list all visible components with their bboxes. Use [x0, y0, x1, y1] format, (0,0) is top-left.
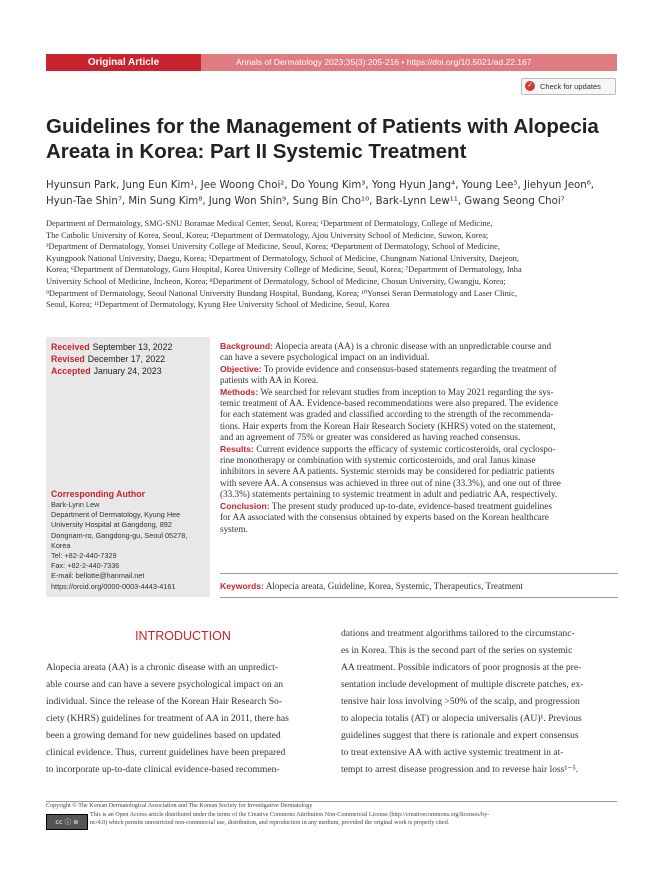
body-line: been a growing demand for new guidelines based on updated [46, 730, 281, 741]
received-date: Received September 13, 2022 [51, 342, 173, 352]
copyright-line: Copyright © The Korean Dermatological Association and The Korean Society for Investigative Dermatology [46, 803, 313, 809]
abstract-line: for each statement was graded and classified according to the strength of the recommenda- [220, 409, 554, 420]
corresponding-author-heading: Corresponding Author [51, 489, 145, 499]
cc-license-badge[interactable]: cc ⓘ ⊜ [46, 814, 88, 830]
abstract-line: system. [220, 523, 248, 534]
body-line: guidelines suggest that there is rationale and expert consensus [341, 730, 579, 741]
results-label: Results: [220, 443, 254, 454]
abstract-line: patients with AA in Korea. [220, 375, 319, 386]
corresponding-author [51, 488, 187, 592]
body-line: to incorporate up-to-date clinical evidence-based recommen- [46, 764, 280, 775]
email-link[interactable]: E-mail: bellotte@hanmail.net [51, 571, 145, 581]
abstract-line: with severe AA. A consensus was achieved in three out of nine (33.3%), and one out of three [220, 477, 561, 488]
keywords [220, 581, 618, 592]
author-line: Hyunsun Park, Jung Eun Kim¹, Jee Woong Choi², Do Young Kim³, Yong Hyun Jang⁴, Young Lee⁵, Jiehyun Jeon⁶, [46, 180, 595, 191]
check-for-updates-button[interactable] [521, 78, 616, 95]
abstract-divider [220, 573, 618, 574]
body-line: tempt to arrest disease progression and to reverse hair loss¹⁻⁵. [341, 764, 579, 775]
author-name: Bark-Lynn Lew [51, 500, 100, 509]
keywords-value: Alopecia areata, Guideline, Korea, Systemic, Therapeutics, Treatment [265, 581, 523, 591]
introduction-heading: INTRODUCTION [135, 629, 231, 643]
body-line: dations and treatment algorithms tailored to the circumstanc- [341, 628, 575, 639]
journal-banner [46, 54, 617, 71]
introduction-left-column [46, 659, 289, 778]
affiliation-line: Seoul, Korea; ¹¹Department of Dermatology, Kyung Hee University School of Medicine, Seoul, Korea [46, 300, 390, 310]
body-line: ciety (KHRS) guidelines for treatment of AA in 2011, there has [46, 713, 289, 724]
license-line: This is an Open Access article distributed under the terms of the Creative Commons Attribution Non-Commercial License (http://creativecommons.org/licenses/by- [90, 811, 490, 818]
title-line: Areata in Korea: Part II Systemic Treatment [46, 140, 467, 163]
article-title [46, 114, 626, 164]
body-line: sentation include development of multiple discrete patches, ex- [341, 679, 584, 690]
address-line: Korea [51, 540, 71, 550]
author-line: Hyun-Tae Shin⁷, Min Sung Kim⁸, Jung Won Shin⁹, Sung Bin Cho¹⁰, Bark-Lynn Lew¹¹, Gwang Seong Choi⁷ [46, 196, 565, 207]
keywords-divider [220, 597, 618, 598]
author-list [46, 178, 594, 210]
body-line: individual. Since the release of the Korean Hair Research So- [46, 696, 283, 707]
affiliation-line: Kyungpook National University, Daegu, Korea; ⁵Department of Dermatology, School of Medicine, Chungnam National University, Daejeon, [46, 253, 519, 263]
abstract-line: can have a severe psychological impact on an individual. [220, 352, 430, 363]
revised-date: Revised December 17, 2022 [51, 354, 166, 364]
body-line: to alopecia totalis (AT) or alopecia universalis (AU)¹. Previous [341, 713, 582, 724]
body-line: es in Korea. This is the second part of the series on systemic [341, 645, 573, 656]
affiliations [46, 218, 522, 311]
address-line: Dongnam-ro, Gangdong-gu, Seoul 05278, [51, 530, 188, 540]
abstract-line: (33.3%) statements pertaining to systemic treatment in adult and pediatric AA, respectively. [220, 489, 558, 500]
address-line: Department of Dermatology, Kyung Hee [51, 510, 181, 520]
article-dates [51, 341, 172, 377]
affiliation-line: ³Department of Dermatology, Yonsei University College of Medicine, Seoul, Korea; ⁴Department of Dermatology, School of Medicine, [46, 242, 500, 252]
article-type-tag: Original Article [46, 54, 201, 71]
affiliation-line: Korea; ⁶Department of Dermatology, Guro Hospital, Korea University College of Medicine, Seoul, Korea; ⁷Department of Dermatology, Inha [46, 265, 522, 275]
conclusion-label: Conclusion: [220, 500, 270, 511]
abstract-line: for AA associated with the consensus obtained by experts based on the Korean healthcare [220, 512, 549, 523]
abstract-line: Results: Current evidence supports the efficacy of systemic corticosteroids, oral cyclospo- [220, 443, 556, 454]
body-line: tensive hair loss involving >50% of the scalp, and progression [341, 696, 580, 707]
keywords-label: Keywords: [220, 581, 264, 591]
affiliation-line: University School of Medicine, Incheon, Korea; ⁸Department of Dermatology, School of Medicine, Chosun University, Gwangju, Korea; [46, 276, 506, 286]
copyright-footer [46, 801, 617, 828]
affiliation-line: Department of Dermatology, SMG-SNU Boramae Medical Center, Seoul, Korea; ¹Department of Dermatology, College of Medicine, [46, 219, 493, 228]
objective-label: Objective: [220, 363, 262, 374]
phone: Tel: +82-2-440-7329 [51, 551, 117, 561]
abstract-line: Conclusion: The present study produced up-to-date, evidence-based treatment guidelines [220, 500, 552, 511]
affiliation-line: ⁹Department of Dermatology, Seoul National University Bundang Hospital, Bundang, Korea; ¹⁰Yonsei Seran Dermatology and Laser Clinic, [46, 288, 517, 298]
introduction-right-column [341, 625, 583, 778]
abstract-line: rine monotherapy or combination with systemic corticosteroids, and oral Janus kinase [220, 455, 536, 466]
title-line: Guidelines for the Management of Patients with Alopecia [46, 115, 599, 138]
abstract-line: and an agreement of 75% or greater was considered as having reached consensus. [220, 432, 521, 443]
abstract-line: inhibitors in severe AA patients. Systemic steroids may be considered for pediatric patients [220, 466, 555, 477]
orcid-link[interactable]: https://orcid.org/0000-0003-4443-4161 [51, 581, 176, 591]
address-line: University Hospital at Gangdong, 892 [51, 520, 172, 530]
body-line: clinical evidence. Thus, current guidelines have been prepared [46, 747, 286, 758]
body-line: to treat extensive AA with active systemic treatment in at- [341, 747, 564, 758]
affiliation-line: The Catholic University of Korea, Seoul, Korea; ²Department of Dermatology, Ajou University School of Medicine, Suwon, Korea; [46, 230, 489, 240]
background-label: Background: [220, 341, 273, 351]
abstract-line: tions. Hair experts from the Korean Hair Research Society (KHRS) voted on the statement, [220, 420, 556, 431]
crossmark-icon: ✓ [525, 81, 535, 91]
abstract-line: Methods: We searched for relevant studies from inception to May 2021 regarding the sys- [220, 386, 554, 397]
abstract-line: Objective: To provide evidence and consensus-based statements regarding the treatment of [220, 363, 557, 374]
body-line: AA treatment. Possible indicators of poor prognosis at the pre- [341, 662, 582, 673]
body-line: Alopecia areata (AA) is a chronic disease with an unpredict- [46, 662, 279, 673]
article-info-sidebar [46, 337, 210, 597]
methods-label: Methods: [220, 386, 259, 397]
license-line: nc/4.0) which permits unrestricted non-commercial use, distribution, and reproduction in any medium, provided the original work is properly cited. [90, 820, 450, 826]
abstract-line: Background: Alopecia areata (AA) is a chronic disease with an unpredictable course and [220, 341, 552, 351]
body-line: able course and can have a severe psychological impact on an [46, 679, 284, 690]
abstract-line: temic treatment of AA. Evidence-based recommendations were also prepared. The evidence [220, 398, 559, 409]
check-for-updates-label: Check for updates [540, 82, 601, 91]
accepted-date: Accepted January 24, 2023 [51, 366, 162, 376]
fax: Fax: +82-2-440-7336 [51, 561, 120, 571]
abstract [220, 341, 618, 535]
journal-citation: Annals of Dermatology 2023;35(3):205-216 • https://doi.org/10.5021/ad.22.167 [236, 57, 532, 67]
